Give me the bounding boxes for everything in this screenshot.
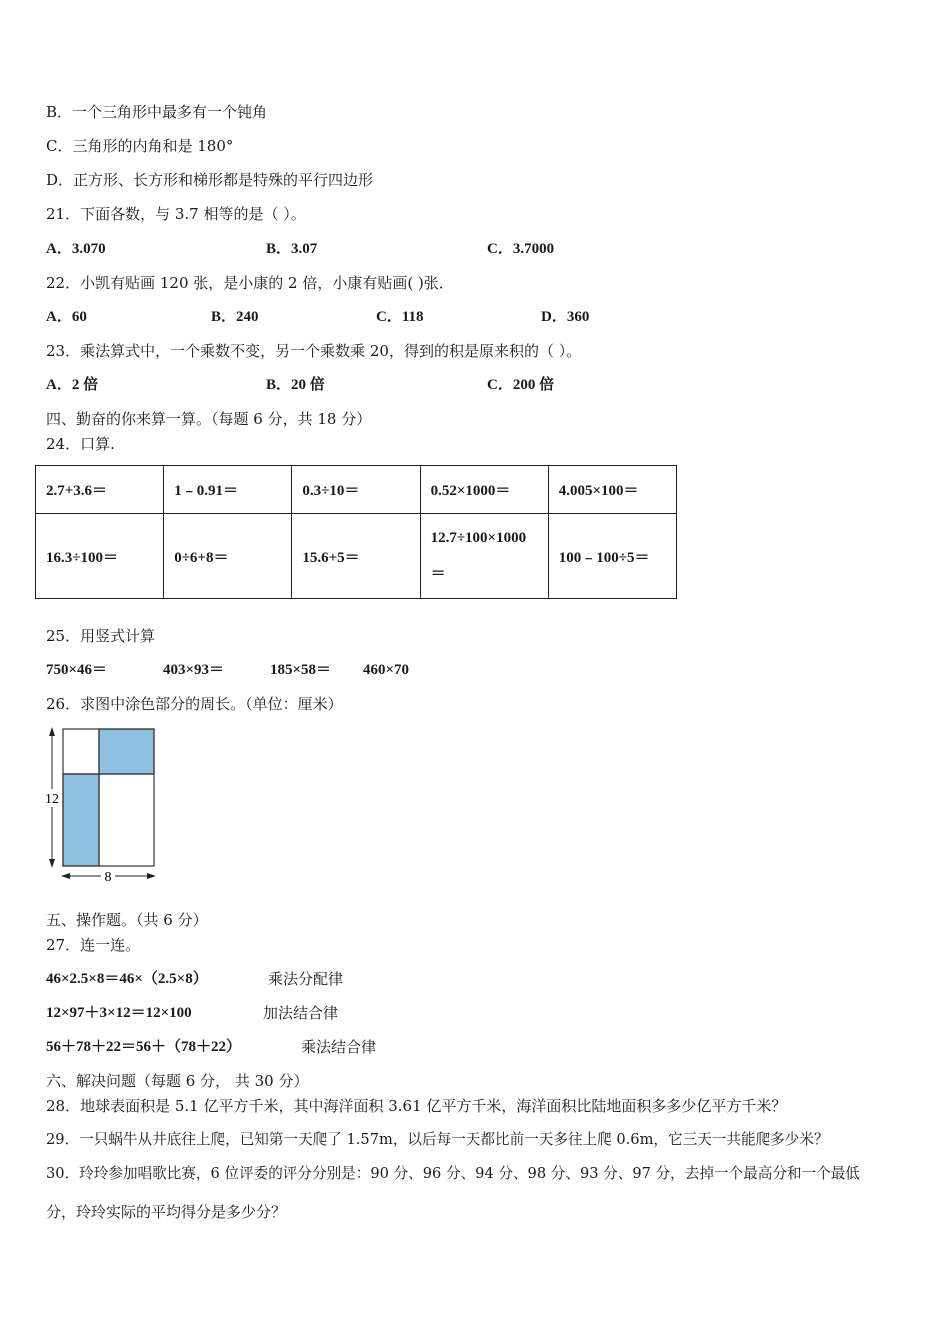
table-cell: 100﹣100÷5＝	[548, 514, 676, 599]
match-left-1: 46×2.5×8＝46×（2.5×8）	[46, 971, 208, 987]
table-cell: 2.7+3.6＝	[36, 466, 164, 514]
question-28: 28．地球表面积是 5.1 亿平方千米，其中海洋面积 3.61 亿平方千米，海洋面积比陆地面积多多少亿平方千米？	[46, 1097, 787, 1115]
section-4-title: 四、勤奋的你来算一算。（每题 6 分，共 18 分）	[46, 410, 372, 428]
table-row	[36, 466, 677, 514]
table-cell: 4.005×100＝	[548, 466, 676, 514]
q22-option-b: B．240	[211, 309, 259, 325]
table-cell: 0.3÷10＝	[292, 466, 420, 514]
q25-item: 403×93＝	[163, 662, 225, 678]
arrow-right-icon	[147, 873, 156, 879]
question-25: 25．用竖式计算	[46, 627, 156, 645]
section-6-title: 六、解决问题（每题 6 分， 共 30 分）	[46, 1072, 309, 1090]
q25-item: 750×46＝	[46, 662, 108, 678]
q22-option-a: A．60	[46, 309, 87, 325]
cell-line-2: ＝	[430, 566, 446, 582]
table-cell: 1﹣0.91＝	[164, 466, 292, 514]
shaded-top-rect	[99, 729, 154, 774]
shaded-figure	[40, 722, 170, 887]
table-cell: 16.3÷100＝	[36, 514, 164, 599]
q25-item: 185×58＝	[270, 662, 332, 678]
q21-option-b: B．3.07	[266, 241, 318, 257]
mental-math-table	[35, 465, 677, 599]
q23-option-a: A．2 倍	[46, 377, 99, 393]
question-24: 24．口算.	[46, 435, 115, 453]
match-right-1: 乘法分配律	[268, 970, 344, 988]
question-30-line-2: 分，玲玲实际的平均得分是多少分？	[46, 1203, 287, 1221]
table-cell	[420, 514, 548, 599]
question-21: 21．下面各数，与 3.7 相等的是（ ）。	[46, 205, 306, 223]
question-30-line-1: 30．玲玲参加唱歌比赛，6 位评委的评分分别是：90 分、96 分、94 分、98 分、93 分、97 分，去掉一个最高分和一个最低	[46, 1165, 860, 1182]
height-label: 12	[45, 792, 59, 807]
table-cell: 0.52×1000＝	[420, 466, 548, 514]
q22-option-c: C．118	[376, 309, 424, 325]
q23-option-b: B．20 倍	[266, 377, 325, 393]
question-29: 29．一只蜗牛从井底往上爬，已知第一天爬了 1.57m，以后每一天都比前一天多往上爬 0.6m，它三天一共能爬多少米？	[46, 1131, 829, 1148]
question-27: 27．连一连。	[46, 936, 141, 954]
option-c: C．三角形的内角和是 180°	[46, 137, 234, 155]
question-23: 23．乘法算式中，一个乘数不变，另一个乘数乘 20，得到的积是原来积的（ ）。	[46, 342, 582, 360]
table-cell: 0÷6+8＝	[164, 514, 292, 599]
arrow-down-icon	[49, 859, 55, 868]
arrow-left-icon	[61, 873, 70, 879]
table-cell: 15.6+5＝	[292, 514, 420, 599]
arrow-up-icon	[49, 727, 55, 736]
match-right-3: 乘法结合律	[301, 1038, 377, 1056]
option-d: D．正方形、长方形和梯形都是特殊的平行四边形	[46, 171, 374, 189]
option-b: B．一个三角形中最多有一个钝角	[46, 103, 268, 121]
match-left-3: 56＋78＋22＝56＋（78＋22）	[46, 1039, 242, 1055]
q23-option-c: C．200 倍	[487, 377, 555, 393]
q21-option-c: C．3.7000	[487, 241, 555, 257]
q25-item: 460×70	[363, 662, 410, 678]
match-left-2: 12×97＋3×12＝12×100	[46, 1005, 192, 1021]
question-26: 26．求图中涂色部分的周长。（单位：厘米）	[46, 695, 343, 713]
table-row	[36, 514, 677, 599]
shaded-left-rect	[63, 774, 99, 866]
q22-option-d: D．360	[541, 309, 590, 325]
section-5-title: 五、操作题。（共 6 分）	[46, 911, 208, 929]
cell-line-1: 12.7÷100×1000	[430, 530, 527, 546]
question-22: 22．小凯有贴画 120 张，是小康的 2 倍，小康有贴画( )张．	[46, 274, 454, 292]
width-label: 8	[104, 870, 112, 885]
match-right-2: 加法结合律	[263, 1004, 339, 1022]
q21-option-a: A．3.070	[46, 241, 106, 257]
